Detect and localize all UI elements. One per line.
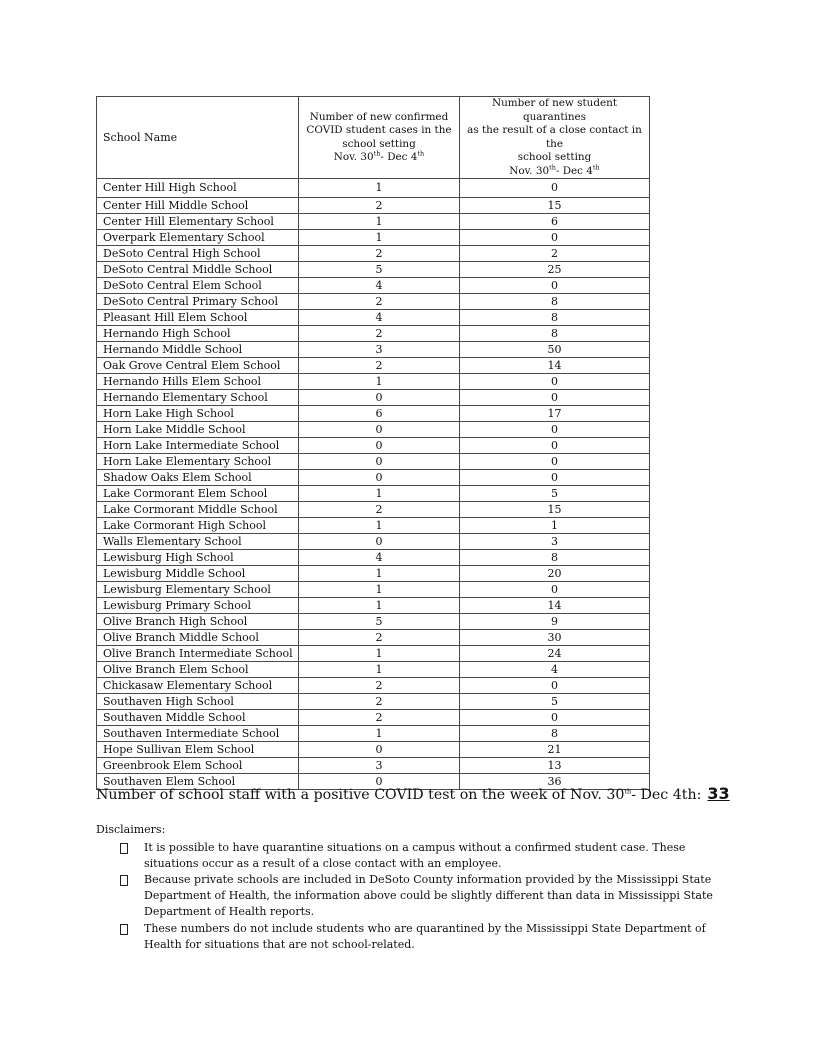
school-name-cell: Lewisburg High School [97, 550, 299, 566]
cases-cell: 0 [299, 422, 460, 438]
table-header-row [97, 97, 650, 179]
school-name-cell: Lewisburg Elementary School [97, 582, 299, 598]
table-row [97, 262, 650, 278]
table-row [97, 422, 650, 438]
cases-cell: 1 [299, 374, 460, 390]
table-row [97, 582, 650, 598]
table-row [97, 179, 650, 198]
header-cases-line: Number of new confirmed [309, 110, 449, 123]
staff-text: Number of school staff with a positive COVID test on the week of Nov. 30 [96, 787, 625, 803]
staff-count: 33 [707, 784, 730, 803]
school-name-cell: Olive Branch Elem School [97, 662, 299, 678]
header-school-name: School Name [97, 97, 299, 179]
cases-cell: 1 [299, 566, 460, 582]
header-quarantines-line: school setting [517, 151, 592, 163]
table-row [97, 742, 650, 758]
table-row [97, 726, 650, 742]
bullet-box-icon [120, 843, 128, 854]
cases-cell: 0 [299, 470, 460, 486]
header-quarantines-date [464, 165, 645, 179]
disclaimer-item [96, 840, 721, 872]
school-name-cell: Olive Branch High School [97, 614, 299, 630]
quarantines-cell: 13 [460, 758, 650, 774]
quarantines-cell: 0 [460, 710, 650, 726]
school-name-cell: Center Hill Middle School [97, 198, 299, 214]
cases-cell: 2 [299, 326, 460, 342]
cases-cell: 2 [299, 358, 460, 374]
quarantines-cell: 5 [460, 694, 650, 710]
cases-cell: 5 [299, 262, 460, 278]
quarantines-cell: 14 [460, 358, 650, 374]
quarantines-cell: 4 [460, 662, 650, 678]
school-name-cell: Olive Branch Middle School [97, 630, 299, 646]
table-row [97, 598, 650, 614]
school-name-cell: Chickasaw Elementary School [97, 678, 299, 694]
quarantines-cell: 17 [460, 406, 650, 422]
school-name-cell: Lewisburg Primary School [97, 598, 299, 614]
bullet-box-icon [120, 924, 128, 935]
school-name-cell: DeSoto Central Middle School [97, 262, 299, 278]
quarantines-cell: 25 [460, 262, 650, 278]
table-row [97, 534, 650, 550]
quarantines-cell: 20 [460, 566, 650, 582]
school-name-cell: Overpark Elementary School [97, 230, 299, 246]
quarantines-cell: 8 [460, 726, 650, 742]
school-name-cell: DeSoto Central High School [97, 246, 299, 262]
table-row [97, 614, 650, 630]
staff-date-sup: th [624, 787, 632, 796]
header-quarantines-line: Number of new student quarantines [491, 97, 618, 123]
quarantines-cell: 0 [460, 230, 650, 246]
school-name-cell: Lake Cormorant Elem School [97, 486, 299, 502]
school-name-cell: Shadow Oaks Elem School [97, 470, 299, 486]
table-row [97, 438, 650, 454]
school-name-cell: Horn Lake Intermediate School [97, 438, 299, 454]
quarantines-cell: 0 [460, 179, 650, 198]
cases-cell: 2 [299, 710, 460, 726]
cases-cell: 1 [299, 518, 460, 534]
school-name-cell: Hope Sullivan Elem School [97, 742, 299, 758]
cases-cell: 2 [299, 246, 460, 262]
table-row [97, 550, 650, 566]
school-name-cell: Horn Lake Middle School [97, 422, 299, 438]
quarantines-cell: 0 [460, 390, 650, 406]
quarantines-cell: 30 [460, 630, 650, 646]
table-row [97, 630, 650, 646]
quarantines-cell: 21 [460, 742, 650, 758]
quarantines-cell: 8 [460, 294, 650, 310]
cases-cell: 0 [299, 390, 460, 406]
school-name-cell: Southaven Elem School [97, 774, 299, 790]
table-row [97, 566, 650, 582]
table-row [97, 406, 650, 422]
school-name-cell: Hernando Hills Elem School [97, 374, 299, 390]
date-separator: - Dec 4 [380, 151, 418, 163]
cases-cell: 3 [299, 758, 460, 774]
quarantines-cell: 0 [460, 454, 650, 470]
cases-cell: 1 [299, 662, 460, 678]
quarantines-cell: 8 [460, 326, 650, 342]
school-name-cell: Pleasant Hill Elem School [97, 310, 299, 326]
cases-cell: 0 [299, 454, 460, 470]
school-name-cell: Hernando Elementary School [97, 390, 299, 406]
school-name-cell: Greenbrook Elem School [97, 758, 299, 774]
disclaimer-text: Because private schools are included in DeSoto County information provided by the Mississippi State Department of Health, the information above could be slightly different than data in Mississippi State Department of Health reports. [144, 873, 713, 918]
cases-cell: 1 [299, 214, 460, 230]
date-start: Nov. 30 [509, 164, 550, 177]
date-start-sup: th [373, 149, 381, 158]
quarantines-cell: 5 [460, 486, 650, 502]
cases-cell: 0 [299, 534, 460, 550]
quarantines-cell: 8 [460, 310, 650, 326]
date-start-sup: th [549, 163, 556, 172]
header-cases-date [303, 151, 455, 165]
table-row [97, 710, 650, 726]
disclaimer-item [96, 872, 721, 919]
cases-cell: 2 [299, 502, 460, 518]
table-row [97, 310, 650, 326]
bullet-box-icon [120, 875, 128, 886]
table-row [97, 214, 650, 230]
disclaimers-section [96, 822, 721, 953]
school-name-cell: Lake Cormorant High School [97, 518, 299, 534]
cases-cell: 2 [299, 694, 460, 710]
table-row [97, 342, 650, 358]
table-row [97, 390, 650, 406]
date-start: Nov. 30 [333, 151, 374, 163]
table-row [97, 374, 650, 390]
table-row [97, 326, 650, 342]
quarantines-cell: 0 [460, 374, 650, 390]
quarantines-cell: 0 [460, 582, 650, 598]
disclaimer-text: These numbers do not include students who are quarantined by the Mississippi State Department of Health for situations that are not school-related. [144, 921, 706, 951]
cases-cell: 1 [299, 598, 460, 614]
cases-cell: 3 [299, 342, 460, 358]
quarantines-cell: 8 [460, 550, 650, 566]
quarantines-cell: 15 [460, 502, 650, 518]
school-name-cell: Hernando High School [97, 326, 299, 342]
school-name-cell: DeSoto Central Elem School [97, 278, 299, 294]
school-name-cell: Horn Lake High School [97, 406, 299, 422]
date-end-sup: th [592, 163, 600, 172]
table-row [97, 678, 650, 694]
quarantines-cell: 0 [460, 438, 650, 454]
cases-cell: 1 [299, 646, 460, 662]
cases-cell: 2 [299, 294, 460, 310]
date-separator: - Dec 4 [555, 164, 593, 177]
cases-cell: 2 [299, 630, 460, 646]
header-cases-line: COVID student cases in the [306, 124, 452, 136]
disclaimers-title: Disclaimers: [96, 823, 166, 836]
table-body [97, 179, 650, 790]
staff-text-end: - Dec 4th: [631, 787, 702, 803]
school-name-cell: Center Hill High School [97, 179, 299, 198]
quarantines-cell: 9 [460, 614, 650, 630]
cases-cell: 1 [299, 179, 460, 198]
quarantines-cell: 0 [460, 278, 650, 294]
table-row [97, 198, 650, 214]
school-name-cell: Lewisburg Middle School [97, 566, 299, 582]
school-name-cell: Southaven High School [97, 694, 299, 710]
quarantines-cell: 0 [460, 678, 650, 694]
cases-cell: 0 [299, 774, 460, 790]
school-name-cell: Southaven Intermediate School [97, 726, 299, 742]
quarantines-cell: 14 [460, 598, 650, 614]
quarantines-cell: 24 [460, 646, 650, 662]
cases-cell: 2 [299, 678, 460, 694]
quarantines-cell: 3 [460, 534, 650, 550]
school-name-cell: Horn Lake Elementary School [97, 454, 299, 470]
cases-cell: 4 [299, 550, 460, 566]
table-row [97, 502, 650, 518]
cases-cell: 6 [299, 406, 460, 422]
quarantines-cell: 0 [460, 422, 650, 438]
table-row [97, 646, 650, 662]
school-name-cell: Walls Elementary School [97, 534, 299, 550]
header-new-cases [299, 97, 460, 179]
cases-cell: 5 [299, 614, 460, 630]
cases-cell: 0 [299, 438, 460, 454]
covid-cases-table [96, 96, 650, 790]
table-row [97, 486, 650, 502]
cases-cell: 0 [299, 742, 460, 758]
table-row [97, 758, 650, 774]
table-row [97, 518, 650, 534]
table-row [97, 230, 650, 246]
cases-cell: 1 [299, 486, 460, 502]
cases-cell: 2 [299, 198, 460, 214]
table-row [97, 694, 650, 710]
header-new-quarantines [460, 97, 650, 179]
school-name-cell: Olive Branch Intermediate School [97, 646, 299, 662]
table-row [97, 246, 650, 262]
school-name-cell: Southaven Middle School [97, 710, 299, 726]
quarantines-cell: 2 [460, 246, 650, 262]
quarantines-cell: 36 [460, 774, 650, 790]
table-row [97, 358, 650, 374]
header-quarantines-line: as the result of a close contact in the [467, 124, 642, 150]
school-name-cell: Oak Grove Central Elem School [97, 358, 299, 374]
table-row [97, 470, 650, 486]
quarantines-cell: 15 [460, 198, 650, 214]
cases-cell: 4 [299, 278, 460, 294]
header-cases-line: school setting [342, 137, 416, 150]
school-name-cell: Lake Cormorant Middle School [97, 502, 299, 518]
school-name-cell: Center Hill Elementary School [97, 214, 299, 230]
table-row [97, 454, 650, 470]
quarantines-cell: 1 [460, 518, 650, 534]
cases-cell: 1 [299, 726, 460, 742]
date-end-sup: th [417, 149, 425, 158]
quarantines-cell: 50 [460, 342, 650, 358]
table-row [97, 662, 650, 678]
disclaimer-text: It is possible to have quarantine situations on a campus without a confirmed student case. These situations occur as a result of a close contact with an employee. [144, 840, 686, 870]
cases-cell: 1 [299, 230, 460, 246]
school-name-cell: DeSoto Central Primary School [97, 294, 299, 310]
quarantines-cell: 0 [460, 470, 650, 486]
cases-cell: 4 [299, 310, 460, 326]
disclaimer-item [96, 921, 721, 953]
table-row [97, 278, 650, 294]
staff-positive-summary [96, 784, 730, 803]
cases-cell: 1 [299, 582, 460, 598]
school-name-cell: Hernando Middle School [97, 342, 299, 358]
table-row [97, 294, 650, 310]
quarantines-cell: 6 [460, 214, 650, 230]
